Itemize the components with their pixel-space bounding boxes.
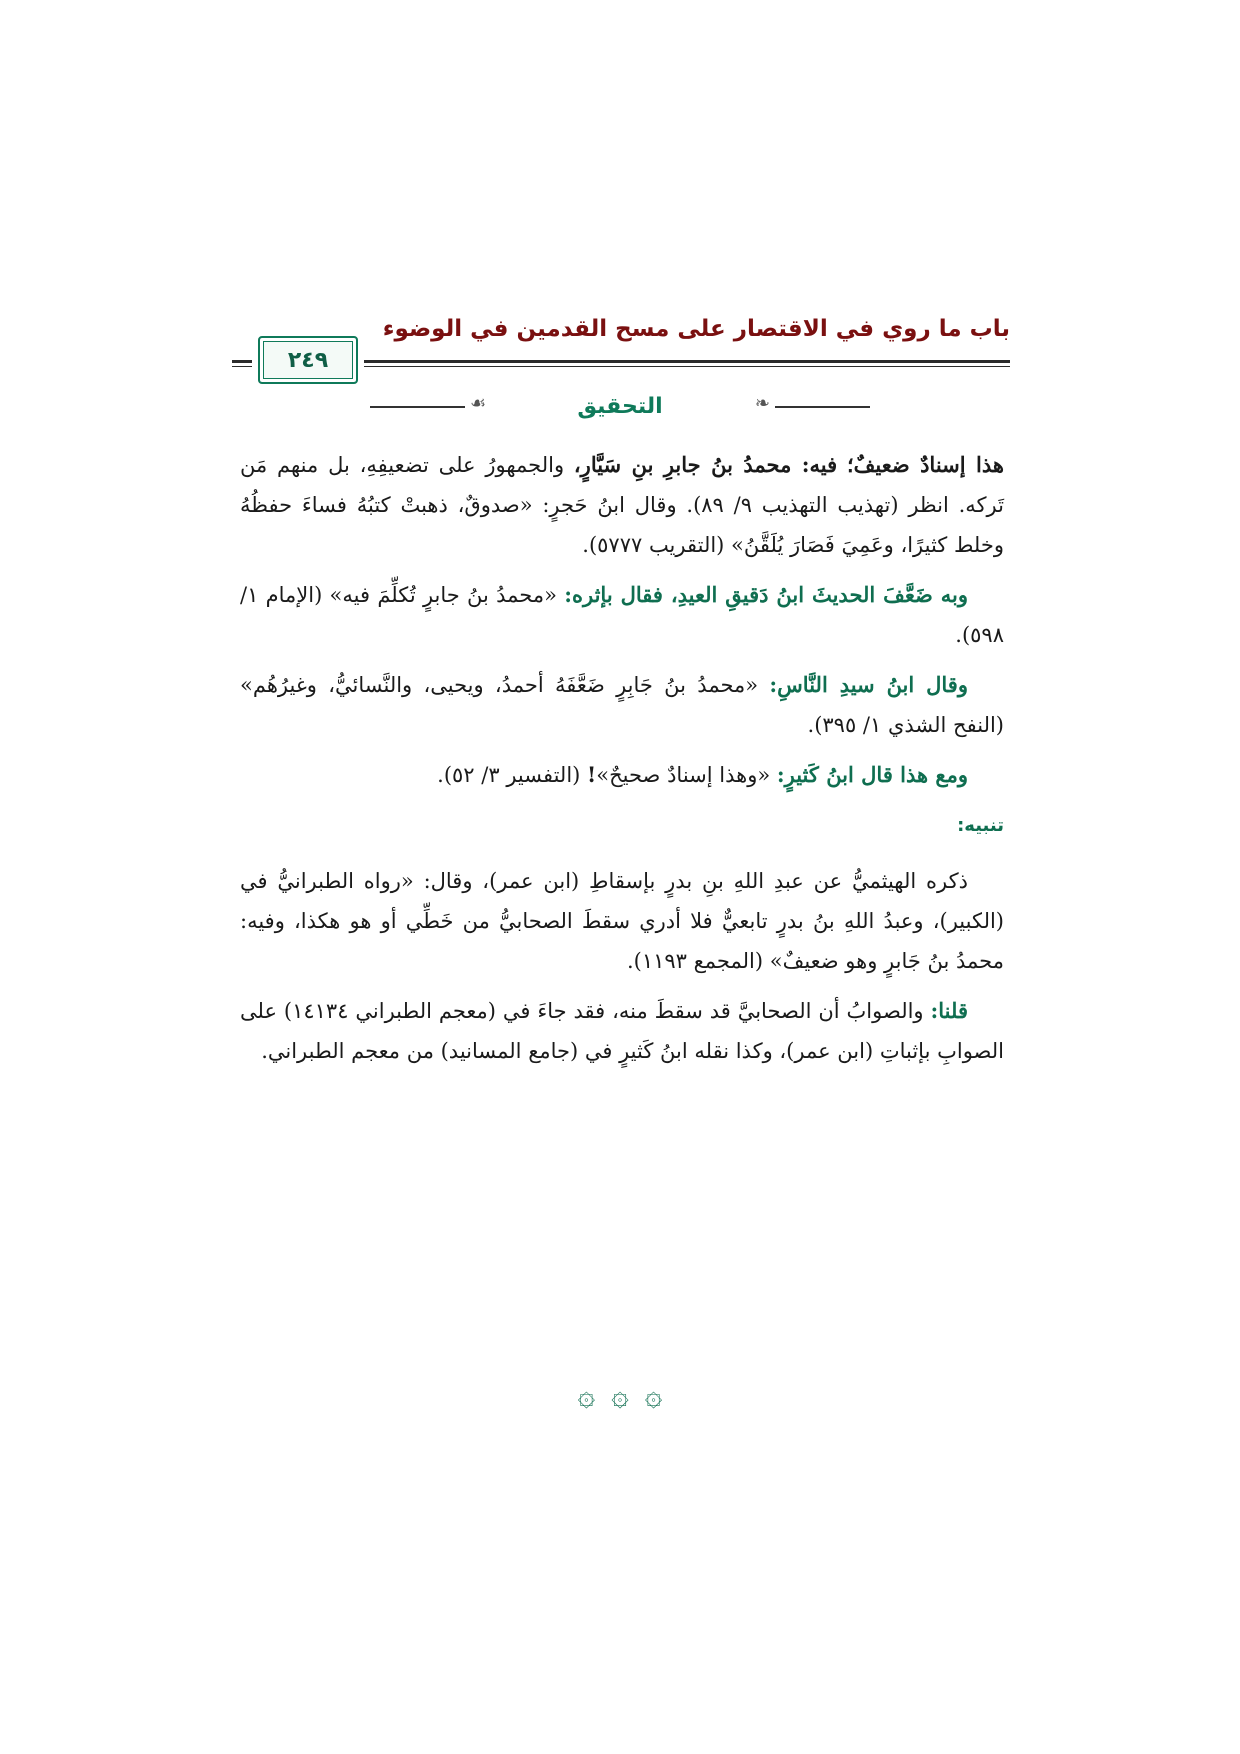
p5-text: ذكره الهيثميُّ عن عبدِ اللهِ بنِ بدرٍ بإسقاطِ (ابن عمر)، وقال: «رواه الطبرانيُّ في (الكبير)، وعبدُ اللهِ بنُ بدرٍ تابعيٌّ فلا أدري سقطَ الصحابيُّ من خَطِّي أو هو هكذا، وفيه: محمدُ بنُ جَابرٍ وهو ضعيفٌ» (المجمع ١١٩٣). — [240, 869, 1004, 973]
p1-lead2: فيه: محمدُ بنُ جابرِ بنِ سَيَّارٍ، — [573, 452, 838, 477]
p1-lead: هذا إسنادٌ ضعيفٌ؛ — [846, 452, 1004, 477]
paragraph-2 — [240, 575, 1004, 655]
p4-lead: ومع هذا قال ابنُ كَثيرٍ: — [776, 762, 968, 787]
paragraph-6 — [240, 991, 1004, 1071]
p3-text: «محمدُ بنُ جَابِرٍ ضَعَّفَهُ أحمدُ، ويحيى، والنَّسائيُّ، وغيرُهُم» (النفح الشذي ١/ ٣٩٥). — [240, 673, 1004, 737]
end-ornament — [520, 1376, 720, 1416]
page-number-badge: ٢٤٩ — [258, 336, 358, 384]
p1-text: والجمهورُ على تضعيفِهِ، بل منهم مَن تَركه. انظر (تهذيب التهذيب ٩/ ٨٩). وقال ابنُ حَجرٍ: «صدوقٌ، ذهبتْ كتبُهُ فساءَ حفظُهُ وخلط كثيرًا، وعَمِيَ فَصَارَ يُلَقَّنُ» (التقريب ٥٧٧٧). — [240, 453, 1004, 557]
section-heading — [370, 392, 870, 422]
header-rule-left-thin — [232, 366, 252, 367]
heading-line-right — [775, 406, 870, 408]
paragraph-5 — [240, 861, 1004, 981]
section-title: التحقيق — [577, 394, 663, 419]
header-rule — [364, 360, 1010, 363]
p2-lead: وبه ضَعَّفَ الحديثَ ابنُ دَقيقِ العيدِ، فقال بإثره: — [564, 582, 968, 607]
ornament-star-icon: ۞ — [577, 1378, 596, 1413]
p2-text: «محمدُ بنُ جابرٍ تُكلِّمَ فيه» (الإمام ١/ ٥٩٨). — [240, 583, 1004, 647]
paragraph-1 — [240, 445, 1004, 565]
p4-text: (التفسير ٣/ ٥٢). — [437, 763, 581, 787]
p6-text: والصوابُ أن الصحابيَّ قد سقطَ منه، فقد جاءَ في (معجم الطبراني ١٤١٣٤) على الصوابِ بإثباتِ (ابن عمر)، وكذا نقله ابنُ كَثيرٍ في (جامع المسانيد) من معجم الطبراني. — [240, 999, 1004, 1063]
header-rule-left — [232, 360, 252, 363]
page-header — [232, 316, 1010, 376]
spacer — [240, 843, 1004, 861]
running-title: باب ما روي في الاقتصار على مسح القدمين في الوضوء — [382, 316, 1010, 342]
p6-lead: قلنا: — [930, 998, 968, 1023]
paragraph-4 — [240, 755, 1004, 795]
p4-quote: «وهذا إسنادٌ صحيحٌ» — [596, 763, 771, 787]
heading-line-left — [370, 406, 465, 408]
flourish-icon: ❧ — [754, 393, 770, 414]
p3-lead: وقال ابنُ سيدِ النَّاسِ: — [769, 672, 968, 697]
flourish-icon: ☙ — [470, 393, 487, 414]
note-label: تنبيه: — [957, 815, 1004, 836]
ornament-star-icon: ۞ — [644, 1378, 663, 1413]
body-text — [240, 445, 1004, 1071]
ornament-star-icon: ۞ — [611, 1378, 629, 1413]
header-rule-thin — [364, 366, 1010, 367]
p4-exclaim: ! — [587, 762, 597, 787]
paragraph-3 — [240, 665, 1004, 745]
